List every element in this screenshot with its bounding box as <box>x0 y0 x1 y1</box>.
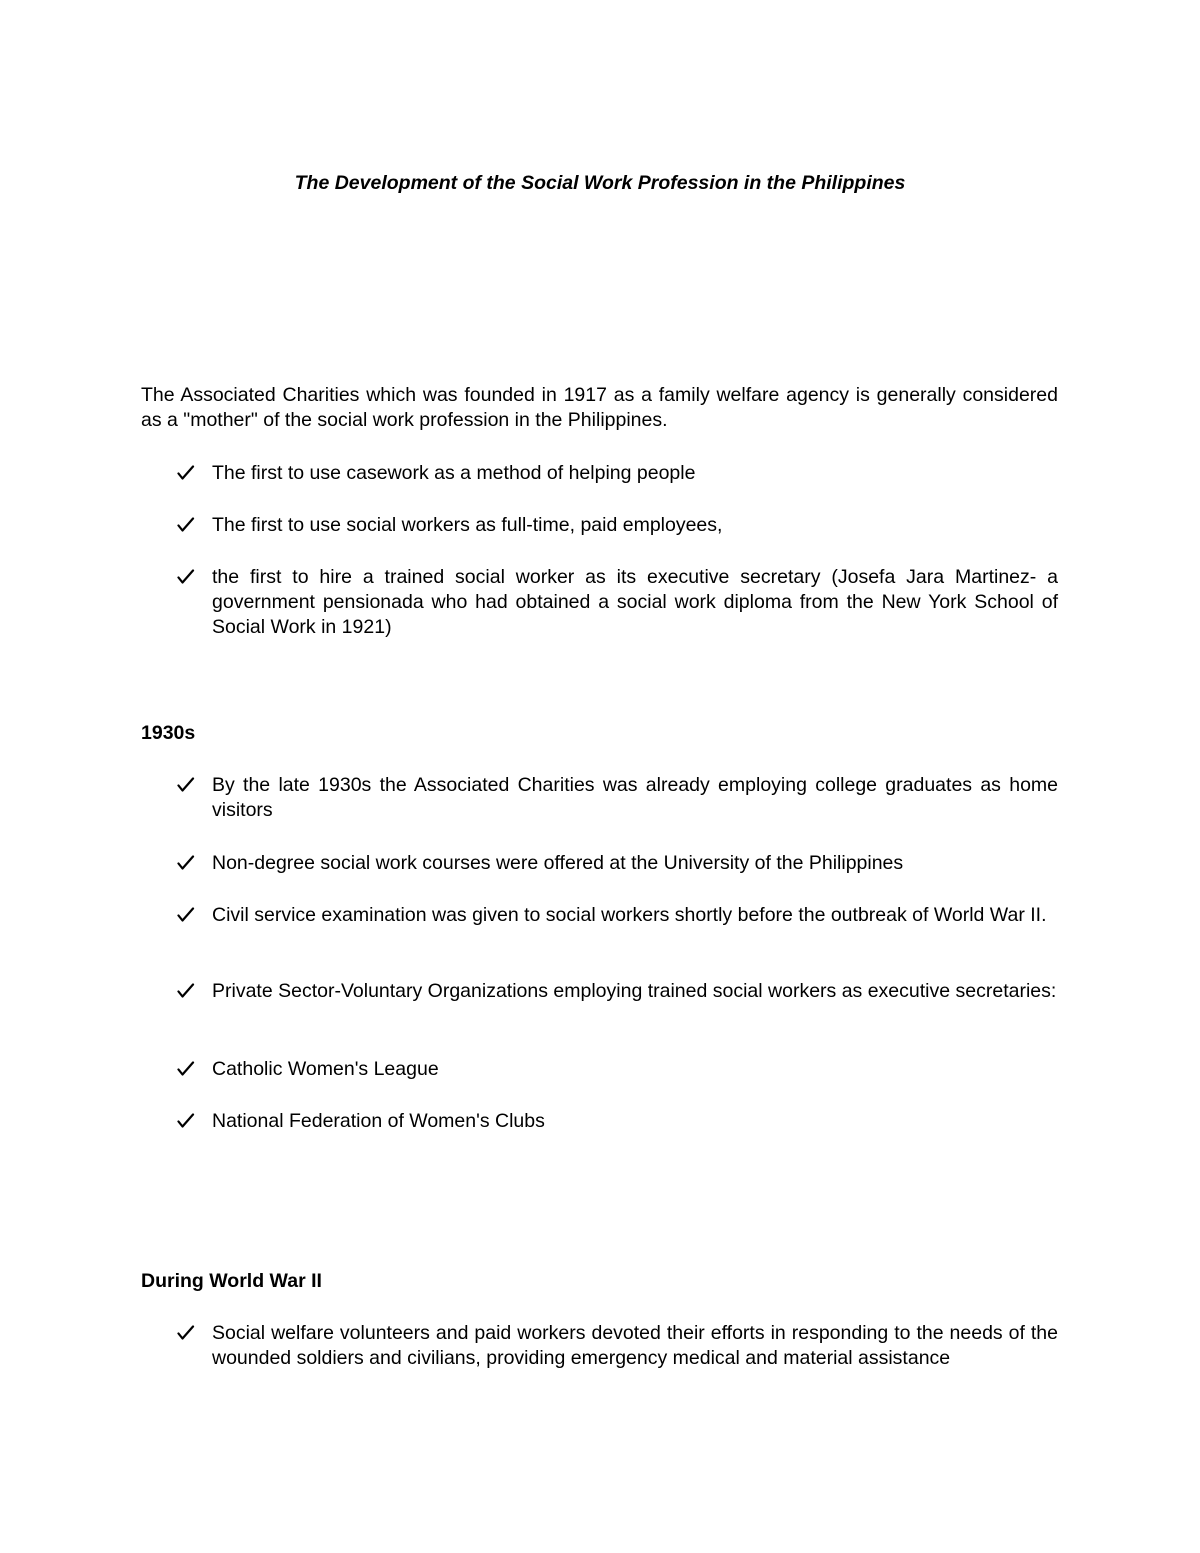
list-item <box>141 1109 1058 1134</box>
list-item-text: Civil service examination was given to social workers shortly before the outbreak of World War II. <box>212 904 1047 926</box>
list-item-text: National Federation of Women's Clubs <box>212 1110 545 1132</box>
list-item <box>141 1321 1058 1371</box>
section-heading-ww2: During World War II <box>141 1270 322 1292</box>
checkmark-icon <box>177 979 195 1004</box>
checkmark-icon <box>177 773 195 798</box>
checkmark-icon <box>177 903 195 928</box>
list-item <box>141 461 1058 486</box>
list-item-text: By the late 1930s the Associated Charities was already employing college graduates as home visitors <box>212 774 1058 821</box>
list-item-text: The first to use casework as a method of helping people <box>212 462 696 484</box>
list-item-text: Social welfare volunteers and paid workers devoted their efforts in responding to the needs of the wounded soldiers and civilians, providing emergency medical and material assistance <box>212 1322 1058 1369</box>
list-item <box>141 851 1058 876</box>
list-item-text: The first to use social workers as full-time, paid employees, <box>212 514 723 536</box>
list-item-text: the first to hire a trained social worker as its executive secretary (Josefa Jara Martinez- a government pensionada who had obtained a social work diploma from the New York School of Social Work in 1921) <box>212 566 1058 638</box>
list-item <box>141 773 1058 823</box>
list-item-text: Catholic Women's League <box>212 1058 439 1080</box>
checkmark-icon <box>177 1109 195 1134</box>
checkmark-icon <box>177 1057 195 1082</box>
list-item-text: Private Sector-Voluntary Organizations employing trained social workers as executive secretaries: <box>212 980 1057 1002</box>
document-title: The Development of the Social Work Profession in the Philippines <box>294 172 906 194</box>
section-heading-1930s: 1930s <box>141 722 196 744</box>
intro-paragraph: The Associated Charities which was founded in 1917 as a family welfare agency is generally considered as a "mother" of the social work profession in the Philippines. <box>141 384 1058 431</box>
checkmark-icon <box>177 513 195 538</box>
list-item <box>141 1057 1058 1082</box>
checkmark-icon <box>177 565 195 590</box>
list-item <box>141 513 1058 538</box>
list-item <box>141 979 1058 1004</box>
checkmark-icon <box>177 851 195 876</box>
list-item <box>141 903 1058 928</box>
checkmark-icon <box>177 461 195 486</box>
list-item-text: Non-degree social work courses were offered at the University of the Philippines <box>212 852 904 874</box>
checkmark-icon <box>177 1321 195 1346</box>
list-item <box>141 565 1058 640</box>
